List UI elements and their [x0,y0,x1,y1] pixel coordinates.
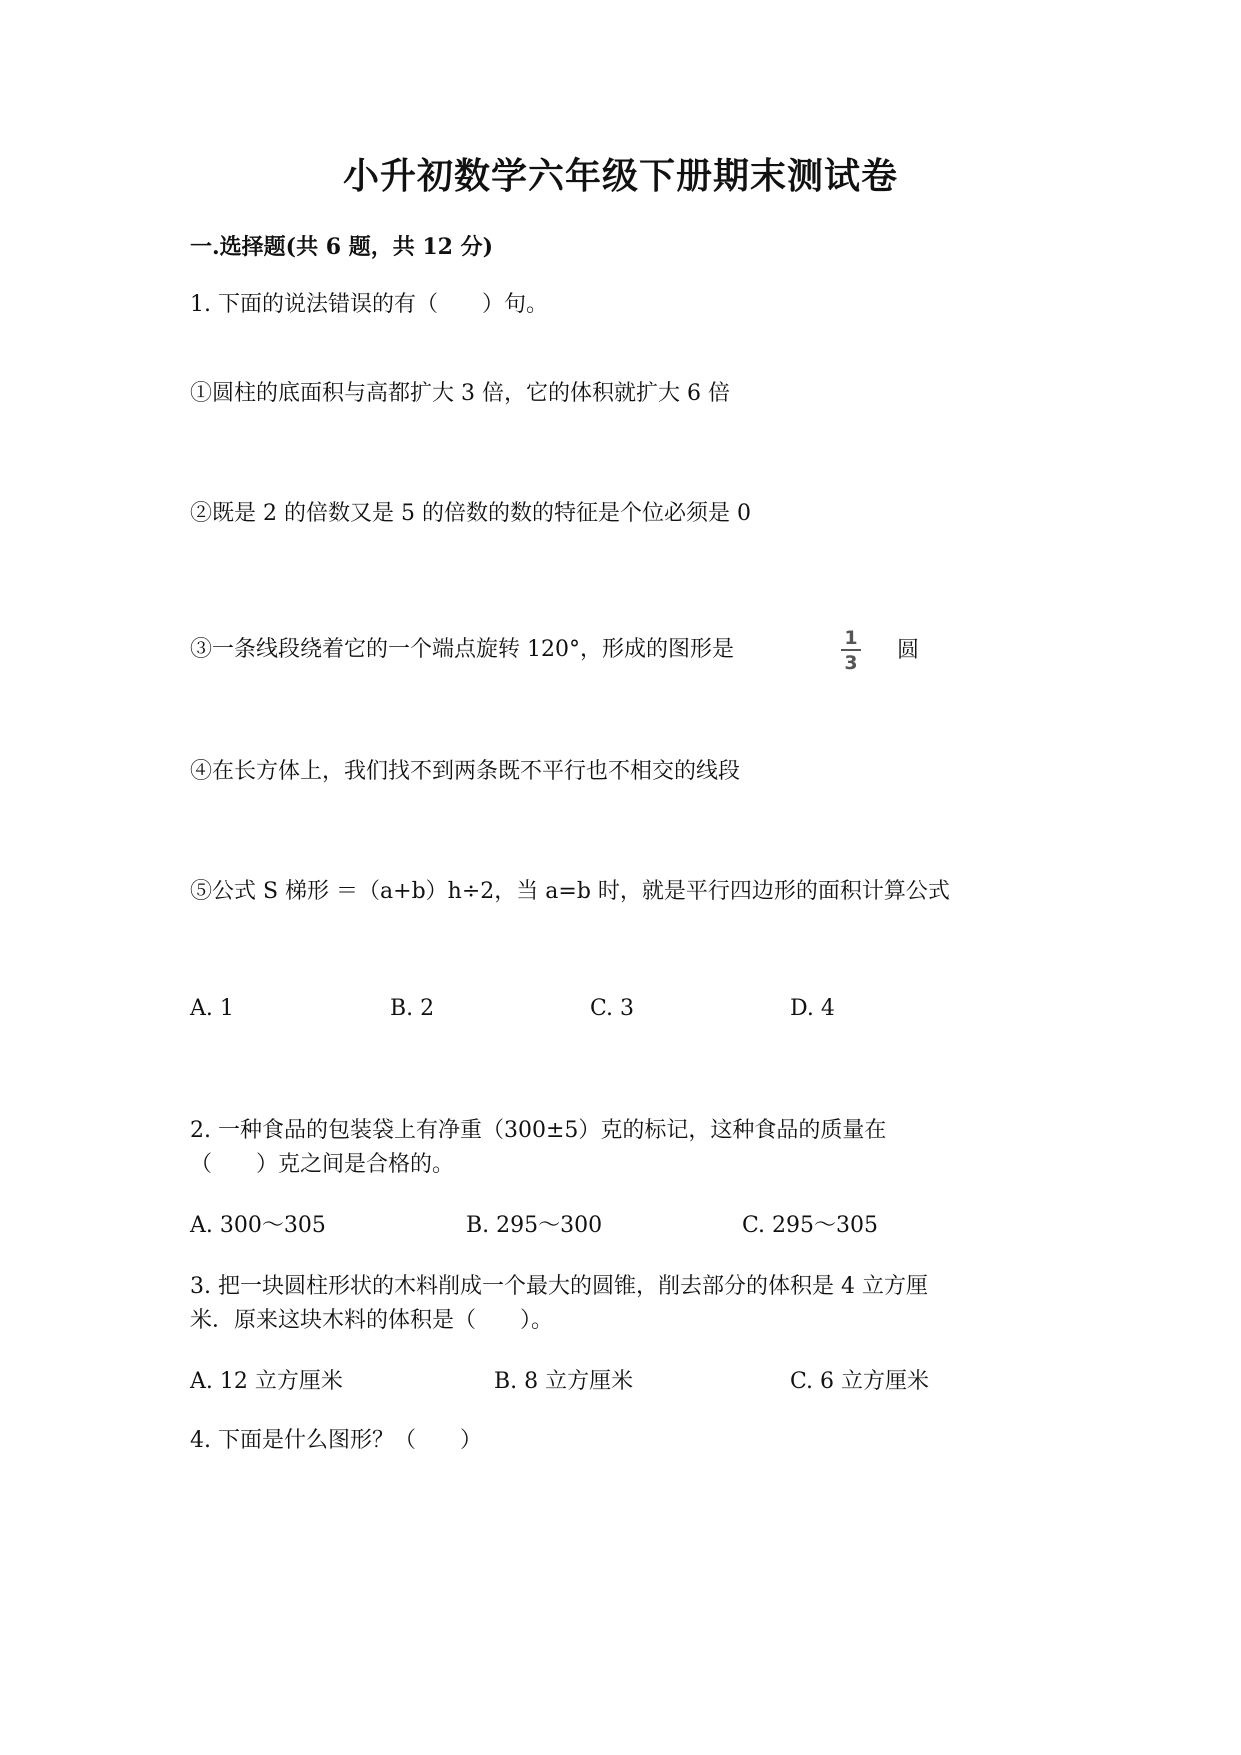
section-heading: 一.选择题(共 6 题，共 12 分) [190,234,494,260]
question-2-option-c[interactable]: C. 295～305 [742,1213,879,1238]
question-2-option-a[interactable]: A. 300～305 [190,1213,326,1238]
question-2-option-b[interactable]: B. 295～300 [466,1213,603,1238]
question-1-statement-2: ②既是 2 的倍数又是 5 的倍数的数的特征是个位必须是 0 [190,501,751,526]
question-1-statement-1: ①圆柱的底面积与高都扩大 3 倍，它的体积就扩大 6 倍 [190,381,730,406]
question-2-stem-line-2: （ ）克之间是合格的。 [190,1152,455,1177]
question-3-stem-line-1: 3. 把一块圆柱形状的木料削成一个最大的圆锥，削去部分的体积是 4 立方厘 [190,1274,928,1299]
question-1-statement-5: ⑤公式 S 梯形 ＝（a+b）h÷2，当 a=b 时，就是平行四边形的面积计算公式 [190,879,950,904]
question-1-option-c[interactable]: C. 3 [590,996,635,1021]
question-3-option-c[interactable]: C. 6 立方厘米 [790,1369,930,1394]
fraction-denominator: 3 [844,652,858,674]
question-3-option-b[interactable]: B. 8 立方厘米 [494,1369,634,1394]
question-4-stem: 4. 下面是什么图形？（ ） [190,1428,482,1453]
question-1-option-d[interactable]: D. 4 [790,996,835,1021]
question-3-option-a[interactable]: A. 12 立方厘米 [190,1369,343,1394]
question-1-statement-4: ④在长方体上，我们找不到两条既不平行也不相交的线段 [190,759,741,784]
question-3-stem-line-2: 米．原来这块木料的体积是（ ）。 [190,1308,554,1333]
fraction-one-third [838,628,864,673]
question-1-option-b[interactable]: B. 2 [390,996,435,1021]
question-1-stem: 1. 下面的说法错误的有（ ）句。 [190,292,548,317]
question-1-statement-3: ③一条线段绕着它的一个端点旋转 120°，形成的图形是 [190,637,734,662]
fraction-bar [841,649,861,651]
question-1-statement-3-suffix: 圆 [897,638,920,663]
question-1-option-a[interactable]: A. 1 [190,996,234,1021]
question-2-stem-line-1: 2. 一种食品的包装袋上有净重（300±5）克的标记，这种食品的质量在 [190,1118,887,1143]
fraction-numerator: 1 [844,627,858,649]
page-title: 小升初数学六年级下册期末测试卷 [342,155,898,197]
